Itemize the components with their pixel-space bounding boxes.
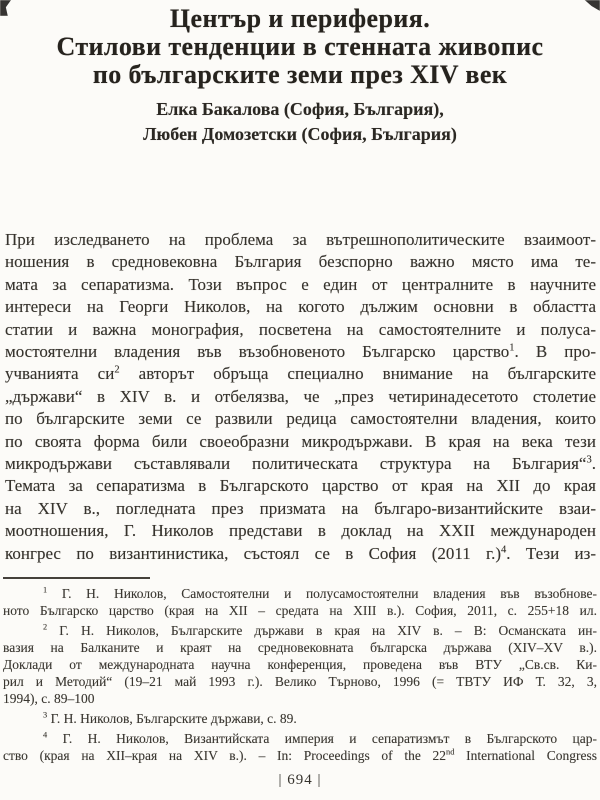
footnote-line: рил и Методий“ (19–21 май 1993 г.). Велико Търново, 1996 (= ТВТУ ИФ Т. 32, 3, <box>3 674 597 689</box>
article-body <box>5 229 596 565</box>
body-line: мостоятелни владения във възобновеното Българско царство$^1$. В про- <box>5 342 596 362</box>
author-line-2: Любен Домозетски (София, България) <box>143 124 457 144</box>
body-line: по своята форма били своеобразни микродържави. В края на века тези <box>5 431 596 451</box>
body-line: Темата за сепаратизма в Българското царство от края на XII до края <box>5 476 596 496</box>
footnote-line: $^4$ Г. Н. Николов, Византийската империя и сепаратизмът в Българското цар- <box>43 730 597 746</box>
footnote-line: вазия на Балканите и краят на средновековната българска държава (XIV–XV в.). <box>3 640 597 655</box>
footnote-line: Доклади от международната научна конференция, проведена във ВТУ „Св.св. Ки- <box>3 657 597 672</box>
footnote-line: $^3$ Г. Н. Николов, Българските държави, с. 89. <box>43 710 297 726</box>
body-line: моотношения, Г. Николов представи в доклад на XXII международен <box>5 521 596 541</box>
footnote-3 <box>3 710 597 727</box>
footnote-line: $^2$ Г. Н. Николов, Българските държави в края на XIV в. – В: Османската ин- <box>43 622 597 638</box>
authors-block <box>0 97 600 147</box>
body-line: интереси на Георги Николов, на когото дължим основни в областта <box>5 297 596 317</box>
body-line: мата за сепаратизма. Този въпрос е един от централните в научните <box>5 274 596 294</box>
footnote-2 <box>3 622 597 707</box>
article-title <box>0 5 600 89</box>
body-line: конгрес по византинистика, състоял се в София (2011 г.)$^4$. Тези из- <box>5 543 597 563</box>
footnote-line: $^1$ Г. Н. Николов, Самостоятелни и полусамостоятелни владения във възобнове- <box>43 585 597 601</box>
footnote-4 <box>3 730 597 764</box>
footnote-1 <box>3 585 597 619</box>
body-line: по българските земи се развили редица самостоятелни владения, които <box>5 409 596 429</box>
footnote-divider <box>3 577 150 579</box>
body-line: статии и важна монография, посветена на самостоятелните и полуса- <box>5 319 596 339</box>
footnote-line: 1994), с. 89–100 <box>3 691 95 706</box>
title-line-2: Стилови тенденции в стенната живопис <box>56 32 544 61</box>
footnotes-block <box>3 585 597 764</box>
body-line: учванията $си^2$ авторът обръща специално внимание на българските <box>5 364 596 384</box>
footnote-line: ното Българско царство (края на XII – средата на XIII в.). София, 2011, с. 255+18 ил. <box>3 603 597 618</box>
body-line: ношения в средновековна България безспорно важно място има те- <box>5 252 596 272</box>
body-line: При изследването на проблема за вътрешнополитическите взаимоот- <box>5 230 596 249</box>
title-line-1: Център и периферия. <box>169 4 431 33</box>
body-line: на XIV в., погледната през призмата на българо-византийските взаи- <box>5 498 596 518</box>
body-line: „държави“ в XIV в. и отбелязва, че „през четиринадесетото столетие <box>5 386 596 406</box>
body-line: микродържави съставлявали политическата структура на България“$^3$. <box>5 454 596 474</box>
page-number: | 694 | <box>278 772 322 788</box>
title-line-3: по българските земи през XIV век <box>92 60 508 89</box>
footnote-line: ство (края на XII–края на XIV в.). – In: Proceedings of the 22nd International Congress <box>3 747 597 763</box>
author-line-1: Елка Бакалова (София, България), <box>156 99 444 119</box>
